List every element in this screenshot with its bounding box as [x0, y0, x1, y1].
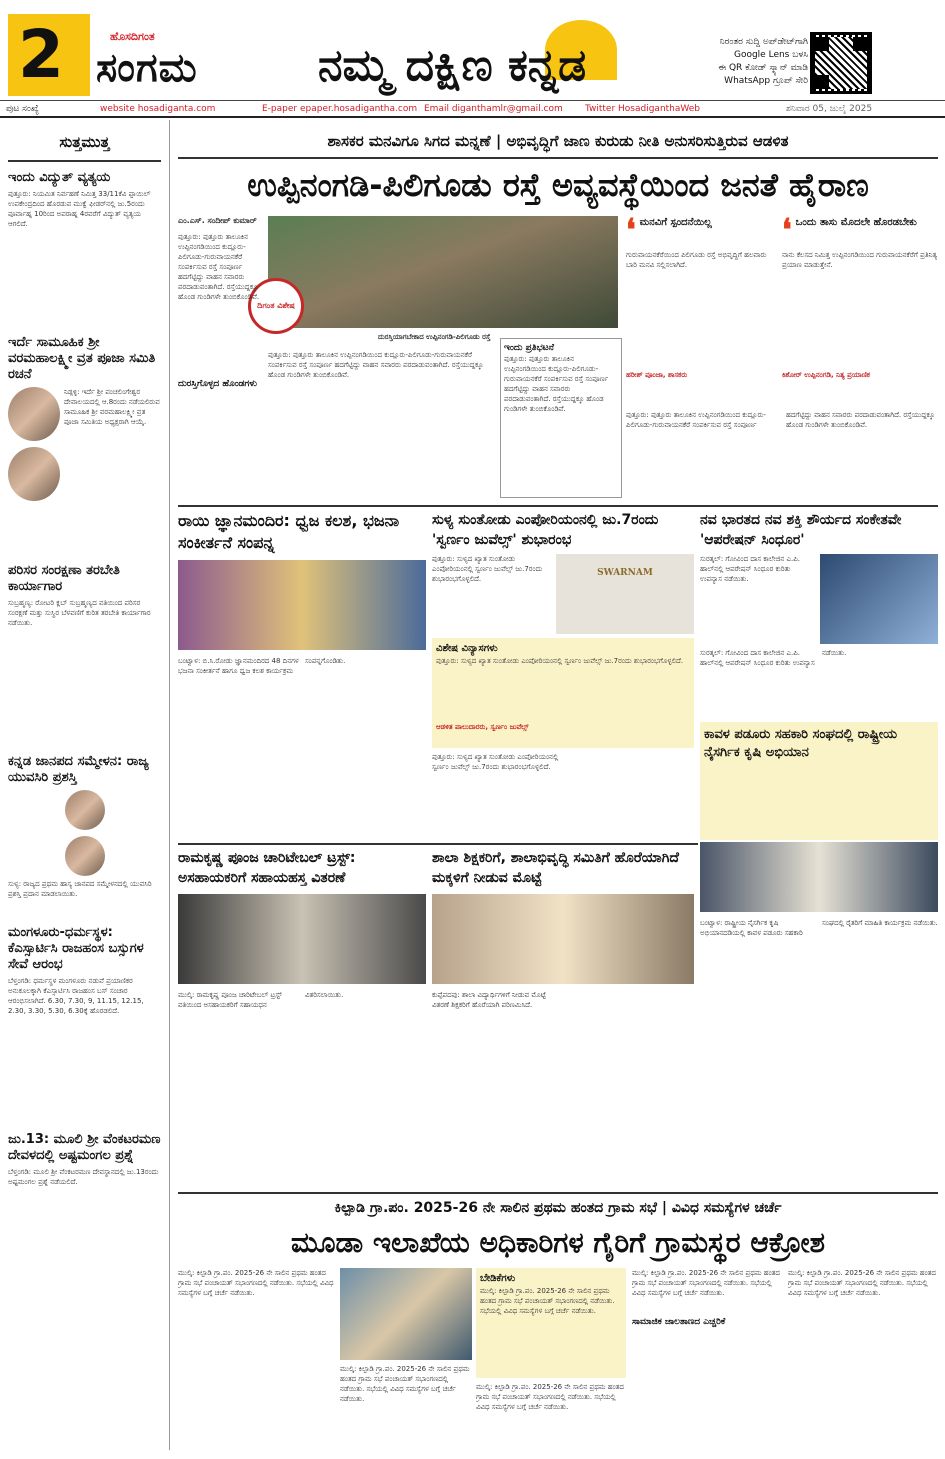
- story-headline: ಶಾಲಾ ಶಿಕ್ಷಕರಿಗೆ, ಶಾಲಾಭಿವೃದ್ಧಿ ಸಮಿತಿಗೆ ಹೊರೆಯಾಗಿದೆ ಮಕ್ಕಳಿಗೆ ನೀಡುವ ಮೊಟ್ಟೆ: [432, 850, 679, 886]
- quote-author: ಕಿಶೋರ್ ಉಪ್ಪಿನಂಗಡಿ, ನಿತ್ಯ ಪ್ರಯಾಣಿಕ: [782, 371, 870, 379]
- lead-kicker: ಶಾಸಕರ ಮನವಿಗೂ ಸಿಗದ ಮನ್ನಣೆ | ಅಭಿವೃದ್ಧಿಗೆ ಜಾಣ ಕುರುಡು ನೀತಿ ಅನುಸರಿಸುತ್ತಿರುವ ಆಡಳಿತ: [327, 132, 789, 150]
- left-item-body: ನಿಡ್ಪಳ್ಳಿ: ಇರ್ದೆ ಶ್ರೀ ಪಂಚಲಿಂಗೇಶ್ವರ ದೇವಾಲಯದಲ್ಲಿ ಆ.8ರಂದು ನಡೆಯಲಿರುವ ಸಾಮೂಹಿಕ ಶ್ರೀ ವರಮಹಾಲಕ್ಷ್ಮೀ ವ್ರತ ಪೂಜಾ ಸಮಿತಿಯ ಅಧ್ಯಕ್ಷರಾಗಿ ಆಯ್ಕೆ.: [64, 388, 160, 426]
- special-designs-box: [432, 638, 694, 748]
- protest-body: ಪುತ್ತೂರು: ಪುತ್ತೂರು ತಾಲೂಕಿನ ಉಪ್ಪಿನಂಗಡಿಯಿಂದ ಕುದ್ಲೂರು-ಪಿಲಿಗೂಡು-ಗುರುವಾಯನಕೆರೆ ಸಂಪರ್ಕಿಸುವ ರಸ್ತೆ ಸಂಪೂರ್ಣ ಹದಗೆಟ್ಟಿದ್ದು ವಾಹನ ಸವಾರರು ಪರದಾಡುವಂತಾಗಿದೆ. ರಸ್ತೆಯುದ್ದಕ್ಕೂ ಹೊಂಡ ಗುಂಡಿಗಳೇ ತುಂಬಿಕೊಂಡಿವೆ.: [504, 355, 609, 413]
- story-poonja: [178, 848, 426, 1188]
- story-kilpadi-headline: ಮೂಡಾ ಇಲಾಖೆಯ ಅಧಿಕಾರಿಗಳ ಗೈರಿಗೆ ಗ್ರಾಮಸ್ಥರ ಆಕ್ರೋಶ: [290, 1226, 826, 1259]
- story-kilpadi-kicker: ಕಿಲ್ಪಾಡಿ ಗ್ರಾ.ಪಂ. 2025-26 ನೇ ಸಾಲಿನ ಪ್ರಥಮ ಹಂತದ ಗ್ರಾಮ ಸಭೆ | ವಿವಿಧ ಸಮಸ್ಯೆಗಳ ಚರ್ಚೆ: [334, 1200, 782, 1216]
- left-item-head: ಕನ್ನಡ ಜಾನಪದ ಸಮ್ಮೇಳನ: ರಾಜ್ಯ ಯುವಸಿರಿ ಪ್ರಶಸ್ತಿ: [8, 754, 149, 785]
- story-body: ಕುಪ್ಪೆಪದವು: ಶಾಲಾ ವಿದ್ಯಾರ್ಥಿಗಳಿಗೆ ನೀಡುವ ಮೊಟ್ಟೆ ವಿತರಣೆ ಶಿಕ್ಷಕರಿಗೆ ಹೊರೆಯಾಗಿ ಪರಿಣಮಿಸಿದೆ.: [432, 991, 546, 1009]
- demands-box: [476, 1268, 626, 1378]
- quote-icon: ❛: [782, 213, 792, 248]
- shop-photo: SWARNAM: [556, 554, 694, 634]
- story-photo: [700, 842, 938, 912]
- left-item-body: ಬೆಳ್ತಂಗಡಿ: ಮೂಲಿ ಶ್ರೀ ವೆಂಕಟರಮಣ ದೇವಸ್ಥಾನದಲ್ಲಿ ಜು.13ರಂದು ಅಷ್ಟಮಂಗಲ ಪ್ರಶ್ನೆ ನಡೆಯಲಿದೆ.: [8, 1168, 159, 1186]
- story-headline: ನವ ಭಾರತದ ನವ ಶಕ್ತಿ ಶೌರ್ಯದ ಸಂಕೇತವೇ 'ಆಪರೇಷನ್ ಸಿಂಧೂರ': [700, 512, 902, 548]
- masthead: [0, 0, 945, 100]
- story-body: ಸುರತ್ಕಲ್: ಗೋವಿಂದ ದಾಸ ಕಾಲೇಜಿನ ಎ.ಪಿ. ಹಾಲ್‌ನಲ್ಲಿ ಆಪರೇಷನ್ ಸಿಂಧೂರ ಕುರಿತು ಉಪನ್ಯಾಸ ನಡೆಯಿತು.: [700, 649, 847, 667]
- quote-icon: ❛: [626, 213, 636, 248]
- section-title: ನಮ್ಮ ದಕ್ಷಿಣ ಕನ್ನಡ: [318, 40, 587, 91]
- left-column: [0, 120, 170, 1450]
- qr-code-pattern: [815, 37, 867, 89]
- lead-subhead: ದುರಸ್ತಿಗೊಳ್ಳದ ಹೊಂಡಗಳು: [178, 379, 258, 389]
- quote-title: ಒಂದು ತಾಸು ಮೊದಲೇ ಹೊರಡಬೇಕು: [795, 217, 917, 228]
- divider: [178, 505, 938, 507]
- quote-title: ಮನವಿಗೆ ಸ್ಪಂದನೆಯಿಲ್ಲ: [639, 217, 712, 228]
- lead-byline: ಎಂ.ಎಸ್. ಸಂದೀಪ್ ಕುಮಾರ್: [178, 216, 257, 225]
- qr-text-4: WhatsApp ಗ್ರೂಪ್ ಸೇರಿ: [724, 76, 808, 86]
- qr-text-3: ಈ QR ಕೋಡ್ ಸ್ಕ್ಯಾನ್ ಮಾಡಿ: [718, 63, 808, 73]
- left-item-head: ಪರಿಸರ ಸಂರಕ್ಷಣಾ ತರಬೇತಿ ಕಾರ್ಯಾಗಾರ: [8, 563, 120, 594]
- qr-instructions: [648, 36, 808, 88]
- story-body: ಪುತ್ತೂರು: ಸುಳ್ಯದ ಖ್ಯಾತ ಸುಂತೋಡು ಎಂಪೋರಿಯಂನಲ್ಲಿ ಸ್ವರ್ಣಂ ಜುವೆಲ್ಸ್ ಜು.7ರಂದು ಶುಭಾರಂಭಗೊಳ್ಳಲಿದೆ.: [432, 555, 543, 583]
- story-body: ಪುತ್ತೂರು: ಸುಳ್ಯದ ಖ್ಯಾತ ಸುಂತೋಡು ಎಂಪೋರಿಯಂನಲ್ಲಿ ಸ್ವರ್ಣಂ ಜುವೆಲ್ಸ್ ಜು.7ರಂದು ಶುಭಾರಂಭಗೊಳ್ಳಲಿದೆ.: [432, 753, 559, 771]
- page-number: 2: [8, 14, 90, 96]
- story-body: ಬಂಟ್ವಾಳ: ಬಿ.ಸಿ.ರೋಡು ಜ್ಞಾನಮಂದಿರದ 48 ದಿನಗಳ ಭಜನಾ ಸಂಕೀರ್ತನೆ ಹಾಗೂ ಧ್ವಜ ಕಲಶ ಕಾರ್ಯಕ್ರಮ ಸಂಪನ್ನಗೊಂಡಿತು.: [178, 657, 346, 675]
- story-subhead: ಸಾಮಾಜಿಕ ಜಾಲತಾಣದ ಎಚ್ಚರಿಕೆ: [632, 1316, 782, 1328]
- story-photo: [820, 554, 938, 644]
- brand-small: ಹೊಸದಿಗಂತ: [110, 30, 155, 43]
- story-photo: [340, 1268, 472, 1360]
- story-headline: ರಾಮಕೃಷ್ಣ ಪೂಂಜ ಚಾರಿಟೇಬಲ್ ಟ್ರಸ್ಟ್: ಅಸಹಾಯಕರಿಗೆ ಸಹಾಯಹಸ್ತ ವಿತರಣೆ: [178, 850, 356, 886]
- person-photo: [8, 387, 60, 441]
- left-item-head: ಮಂಗಳೂರು-ಧರ್ಮಸ್ಥಳ: ಕೆಎಸ್ಸಾರ್ಟಿಸಿ ರಾಜಹಂಸ ಬಸ್ಸುಗಳ ಸೇವೆ ಆರಂಭ: [8, 925, 144, 972]
- story-body: ಮುಲ್ಕಿ: ರಾಮಕೃಷ್ಣ ಪೂಂಜ ಚಾರಿಟೇಬಲ್ ಟ್ರಸ್ಟ್ ವತಿಯಿಂದ ಅಸಹಾಯಕರಿಗೆ ಸಹಾಯಧನ ವಿತರಿಸಲಾಯಿತು.: [178, 991, 344, 1009]
- info-bar: [0, 100, 945, 118]
- lead-body: ಪುತ್ತೂರು: ಪುತ್ತೂರು ತಾಲೂಕಿನ ಉಪ್ಪಿನಂಗಡಿಯಿಂದ ಕುದ್ಲೂರು-ಪಿಲಿಗೂಡು-ಗುರುವಾಯನಕೆರೆ ಸಂಪರ್ಕಿಸುವ ರಸ್ತೆ ಸಂಪೂರ್ಣ ಹದಗೆಟ್ಟಿದ್ದು ವಾಹನ ಸವಾರರು ಪರದಾಡುವಂತಾಗಿದೆ. ರಸ್ತೆಯುದ್ದಕ್ಕೂ ಹೊಂಡ ಗುಂಡಿಗಳೇ ತುಂಬಿಕೊಂಡಿವೆ.: [178, 233, 260, 301]
- quote-box-mla: [626, 213, 776, 406]
- email-link[interactable]: Email diganthamlr@gmail.com: [424, 104, 563, 114]
- story-body: ಮುಲ್ಕಿ: ಕಿಲ್ಪಾಡಿ ಗ್ರಾ.ಪಂ. 2025-26 ನೇ ಸಾಲಿನ ಪ್ರಥಮ ಹಂತದ ಗ್ರಾಮ ಸಭೆ ಪಂಚಾಯತ್ ಸಭಾಂಗಣದಲ್ಲಿ ನಡೆಯಿತು. ಸಭೆಯಲ್ಲಿ ವಿವಿಧ ಸಮಸ್ಯೆಗಳ ಬಗ್ಗೆ ಚರ್ಚೆ ನಡೆಯಿತು.: [476, 1383, 624, 1411]
- quote-body: ನಾನು ಕೆಲಸದ ನಿಮಿತ್ತ ಉಪ್ಪಿನಂಗಡಿಯಿಂದ ಗುರುವಾಯನಕೆರೆಗೆ ಪ್ರತಿನಿತ್ಯ ಪ್ರಯಾಣ ಮಾಡುತ್ತೇನೆ.: [782, 251, 938, 269]
- lead-body-continued: ಪುತ್ತೂರು: ಪುತ್ತೂರು ತಾಲೂಕಿನ ಉಪ್ಪಿನಂಗಡಿಯಿಂದ ಕುದ್ಲೂರು-ಪಿಲಿಗೂಡು-ಗುರುವಾಯನಕೆರೆ ಸಂಪರ್ಕಿಸುವ ರಸ್ತೆ ಸಂಪೂರ್ಣ ಹದಗೆಟ್ಟಿದ್ದು ವಾಹನ ಸವಾರರು ಪರದಾಡುವಂತಾಗಿದೆ. ರಸ್ತೆಯುದ್ದಕ್ಕೂ ಹೊಂಡ ಗುಂಡಿಗಳೇ ತುಂಬಿಕೊಂಡಿವೆ.: [626, 411, 935, 429]
- story-body: ಮುಲ್ಕಿ: ಕಿಲ್ಪಾಡಿ ಗ್ರಾ.ಪಂ. 2025-26 ನೇ ಸಾಲಿನ ಪ್ರಥಮ ಹಂತದ ಗ್ರಾಮ ಸಭೆ ಪಂಚಾಯತ್ ಸಭಾಂಗಣದಲ್ಲಿ ನಡೆಯಿತು. ಸಭೆಯಲ್ಲಿ ವಿವಿಧ ಸಮಸ್ಯೆಗಳ ಬಗ್ಗೆ ಚರ್ಚೆ ನಡೆಯಿತು.: [178, 1269, 334, 1297]
- lead-photo-caption: ದುರಸ್ತಿಯಾಗಬೇಕಾದ ಉಪ್ಪಿನಂಗಡಿ-ಪಿಲಿಗೂಡು ರಸ್ತೆ: [378, 333, 491, 341]
- left-item-body: ಬೆಳ್ತಂಗಡಿ: ಧರ್ಮಸ್ಥಳ ಮಂಗಳೂರು ನಡುವೆ ಪ್ರಯಾಣಿಕರ ಅನುಕೂಲಕ್ಕಾಗಿ ಕೆಎಸ್ಸಾರ್ಟಿಸಿ ರಾಜಹಂಸ ಬಸ್ ಸಂಚಾರ ಆರಂಭಿಸಲಾಗಿದೆ. 6.30, 7.30, 9, 11.15, 12.15, 2.30, 3.30, 5.30, 6.30ಕ್ಕೆ ಹೊರಡಲಿದೆ.: [8, 977, 144, 1015]
- page-label: ಪುಟ ಸಂಖ್ಯೆ: [6, 104, 39, 114]
- issue-date: ಶನಿವಾರ 05, ಜುಲೈ 2025: [786, 104, 873, 114]
- lead-body: ಪುತ್ತೂರು: ಪುತ್ತೂರು ತಾಲೂಕಿನ ಉಪ್ಪಿನಂಗಡಿಯಿಂದ ಕುದ್ಲೂರು-ಪಿಲಿಗೂಡು-ಗುರುವಾಯನಕೆರೆ ಸಂಪರ್ಕಿಸುವ ರಸ್ತೆ ಸಂಪೂರ್ಣ ಹದಗೆಟ್ಟಿದ್ದು ವಾಹನ ಸವಾರರು ಪರದಾಡುವಂತಾಗಿದೆ. ರಸ್ತೆಯುದ್ದಕ್ಕೂ ಹೊಂಡ ಗುಂಡಿಗಳೇ ತುಂಬಿಕೊಂಡಿವೆ.: [268, 351, 484, 379]
- quote-box-commuter: [782, 213, 938, 406]
- left-item-body: ಸುಳ್ಯ: ರಾಜ್ಯದ ಪ್ರಥಮ ಹಾಸ್ಯ ಜಾನಪದ ಸಮ್ಮೇಳನದಲ್ಲಿ ಯುವಸಿರಿ ಪ್ರಶಸ್ತಿ ಪ್ರದಾನ ಮಾಡಲಾಯಿತು.: [8, 880, 152, 898]
- box-title: ಬೇಡಿಕೆಗಳು: [480, 1273, 516, 1284]
- story-body: ಸುರತ್ಕಲ್: ಗೋವಿಂದ ದಾಸ ಕಾಲೇಜಿನ ಎ.ಪಿ. ಹಾಲ್‌ನಲ್ಲಿ ಆಪರೇಷನ್ ಸಿಂಧೂರ ಕುರಿತು ಉಪನ್ಯಾಸ ನಡೆಯಿತು.: [700, 555, 800, 583]
- divider: [178, 157, 938, 159]
- story-raayi: [178, 510, 426, 840]
- protest-box: [500, 338, 622, 498]
- left-item-body: ಪುತ್ತೂರು: ನಿಯಮಿತ ನಿರ್ವಹಣೆ ನಿಮಿತ್ತ 33/11ಕೆವಿ ಪ್ಪಾಯಿಲ್ ಉಪಕೇಂದ್ರದಿಂದ ಹೊರಡುವ ಮುಕ್ವೆ ಫೀಡರ್‌ನಲ್ಲಿ ಜು.5ರಂದು ಪೂರ್ವಾಹ್ನ 10ರಿಂದ ಅಪರಾಹ್ನ 4ರವರೆಗೆ ವಿದ್ಯುತ್ ವ್ಯತ್ಯಯ ಆಗಲಿದೆ.: [8, 190, 151, 228]
- quote-author: ಹರೀಶ್ ಪೂಂಜಾ, ಶಾಸಕರು: [626, 371, 688, 379]
- box-body: ಪುತ್ತೂರು: ಸುಳ್ಯದ ಖ್ಯಾತ ಸುಂತೋಡು ಎಂಪೋರಿಯಂನಲ್ಲಿ ಸ್ವರ್ಣಂ ಜುವೆಲ್ಸ್ ಜು.7ರಂದು ಶುಭಾರಂಭಗೊಳ್ಳಲಿದೆ.: [436, 657, 684, 665]
- box-author: ಆಡಳಿತ ಪಾಲುದಾರರು, ಸ್ವರ್ಣಂ ಜುವೆಲ್ಸ್: [436, 723, 529, 731]
- left-item-head: ಇಂದು ವಿದ್ಯುತ್ ವ್ಯತ್ಯಯ: [8, 170, 111, 185]
- story-body: ಮುಲ್ಕಿ: ಕಿಲ್ಪಾಡಿ ಗ್ರಾ.ಪಂ. 2025-26 ನೇ ಸಾಲಿನ ಪ್ರಥಮ ಹಂತದ ಗ್ರಾಮ ಸಭೆ ಪಂಚಾಯತ್ ಸಭಾಂಗಣದಲ್ಲಿ ನಡೆಯಿತು. ಸಭೆಯಲ್ಲಿ ವಿವಿಧ ಸಮಸ್ಯೆಗಳ ಬಗ್ಗೆ ಚರ್ಚೆ ನಡೆಯಿತು.: [632, 1269, 780, 1297]
- qr-text-1: ನಿರಂತರ ಸುದ್ದಿ ಅಪ್‌ಡೇಟ್‌ಗಾಗಿ: [719, 37, 808, 47]
- story-body: ಮುಲ್ಕಿ: ಕಿಲ್ಪಾಡಿ ಗ್ರಾ.ಪಂ. 2025-26 ನೇ ಸಾಲಿನ ಪ್ರಥಮ ಹಂತದ ಗ್ರಾಮ ಸಭೆ ಪಂಚಾಯತ್ ಸಭಾಂಗಣದಲ್ಲಿ ನಡೆಯಿತು. ಸಭೆಯಲ್ಲಿ ವಿವಿಧ ಸಮಸ್ಯೆಗಳ ಬಗ್ಗೆ ಚರ್ಚೆ ನಡೆಯಿತು.: [340, 1365, 470, 1403]
- epaper-link[interactable]: E-paper epaper.hosadigantha.com: [262, 104, 418, 114]
- story-kavala-head: [700, 722, 938, 840]
- story-body: ಮುಲ್ಕಿ: ಕಿಲ್ಪಾಡಿ ಗ್ರಾ.ಪಂ. 2025-26 ನೇ ಸಾಲಿನ ಪ್ರಥಮ ಹಂತದ ಗ್ರಾಮ ಸಭೆ ಪಂಚಾಯತ್ ಸಭಾಂಗಣದಲ್ಲಿ ನಡೆಯಿತು. ಸಭೆಯಲ್ಲಿ ವಿವಿಧ ಸಮಸ್ಯೆಗಳ ಬಗ್ಗೆ ಚರ್ಚೆ ನಡೆಯಿತು.: [788, 1269, 936, 1297]
- column-title: ಸುತ್ತಮುತ್ತ: [8, 124, 161, 162]
- website-link[interactable]: website hosadiganta.com: [100, 104, 216, 114]
- person-photo: [65, 836, 105, 876]
- box-title: ವಿಶೇಷ ವಿನ್ಯಾಸಗಳು: [436, 643, 498, 654]
- box-body: ಮುಲ್ಕಿ: ಕಿಲ್ಪಾಡಿ ಗ್ರಾ.ಪಂ. 2025-26 ನೇ ಸಾಲಿನ ಪ್ರಥಮ ಹಂತದ ಗ್ರಾಮ ಸಭೆ ಪಂಚಾಯತ್ ಸಭಾಂಗಣದಲ್ಲಿ ನಡೆಯಿತು. ಸಭೆಯಲ್ಲಿ ವಿವಿಧ ಸಮಸ್ಯೆಗಳ ಬಗ್ಗೆ ಚರ್ಚೆ ನಡೆಯಿತು.: [480, 1287, 615, 1315]
- divider: [178, 1192, 938, 1194]
- left-item-head: ಜು.13: ಮೂಲಿ ಶ್ರೀ ವೆಂಕಟರಮಣ ದೇವಳದಲ್ಲಿ ಅಷ್ಟಮಂಗಲ ಪ್ರಶ್ನೆ: [8, 1132, 161, 1163]
- story-photo: [178, 560, 426, 650]
- quote-body: ಗುರುವಾಯನಕೆರೆಯಿಂದ ಪಿಲಿಗೂಡು ರಸ್ತೆ ಅಭಿವೃದ್ಧಿಗೆ ಹಲವಾರು ಬಾರಿ ಮನವಿ ಸಲ್ಲಿಸಲಾಗಿದೆ.: [626, 251, 767, 269]
- left-item-body: ಸುಬ್ರಹ್ಮಣ್ಯ: ರೋಟರಿ ಕ್ಲಬ್ ಸುಬ್ರಹ್ಮಣ್ಯದ ವತಿಯಿಂದ ಪರಿಸರ ಸಂರಕ್ಷಣೆ ಮತ್ತು ಸುಸ್ಥಿರ ಬೆಳವಣಿಗೆ ಕುರಿತ ತರಬೇತಿ ಕಾರ್ಯಾಗಾರ ನಡೆಯಿತು.: [8, 599, 151, 627]
- story-kavala: [700, 842, 938, 1188]
- qr-text-2: Google Lens ಬಳಸಿ: [733, 50, 808, 60]
- story-headline: ರಾಯಿ ಜ್ಞಾನಮಂದಿರ: ಧ್ವಜ ಕಲಶ, ಭಜನಾ ಸಂಕೀರ್ತನೆ ಸಂಪನ್ನ: [178, 511, 400, 552]
- story-photo: [178, 894, 426, 984]
- story-body: ಬಂಟ್ವಾಳ: ರಾಷ್ಟ್ರೀಯ ನೈಸರ್ಗಿಕ ಕೃಷಿ ಅಭಿಯಾನದಡಿಯಲ್ಲಿ ಕಾವಳ ಪಡೂರು ಸಹಕಾರಿ ಸಂಘದಲ್ಲಿ ರೈತರಿಗೆ ಮಾಹಿತಿ ಕಾರ್ಯಕ್ರಮ ನಡೆಯಿತು.: [700, 919, 938, 937]
- story-photo: [432, 894, 694, 984]
- divider: [178, 843, 698, 845]
- story-headline: ಕಾವಳ ಪಡೂರು ಸಹಕಾರಿ ಸಂಘದಲ್ಲಿ ರಾಷ್ಟ್ರೀಯ ನೈಸರ್ಗಿಕ ಕೃಷಿ ಅಭಿಯಾನ: [704, 727, 898, 760]
- story-headline: ಸುಳ್ಯ ಸುಂತೋಡು ಎಂಪೋರಿಯಂನಲ್ಲಿ ಜು.7ರಂದು 'ಸ್ವರ್ಣಂ ಜುವೆಲ್ಸ್' ಶುಭಾರಂಭ: [432, 512, 659, 548]
- lead-headline: ಉಪ್ಪಿನಂಗಡಿ-ಪಿಲಿಗೂಡು ರಸ್ತೆ ಅವ್ಯವಸ್ಥೆಯಿಂದ ಜನತೆ ಹೈರಾಣ: [247, 166, 869, 204]
- special-stamp: ದಿಗಂತ ವಿಶೇಷ: [248, 278, 304, 334]
- protest-head: ಇಂದು ಪ್ರತಿಭಟನೆ: [504, 343, 554, 353]
- twitter-link[interactable]: Twitter HosadiganthaWeb: [585, 104, 701, 114]
- person-photo: [65, 790, 105, 830]
- lead-photo: [268, 216, 618, 328]
- brand-logo: ಸಂಗಮ: [96, 44, 198, 91]
- story-swarnam: [432, 510, 694, 840]
- person-photo: [8, 447, 60, 501]
- story-sindoor: [700, 510, 938, 720]
- left-item-head: ಇರ್ದೆ ಸಾಮೂಹಿಕ ಶ್ರೀ ವರಮಹಾಲಕ್ಷ್ಮೀ ವ್ರತ ಪೂಜಾ ಸಮಿತಿ ರಚನೆ: [8, 335, 156, 382]
- story-egg: [432, 848, 694, 1188]
